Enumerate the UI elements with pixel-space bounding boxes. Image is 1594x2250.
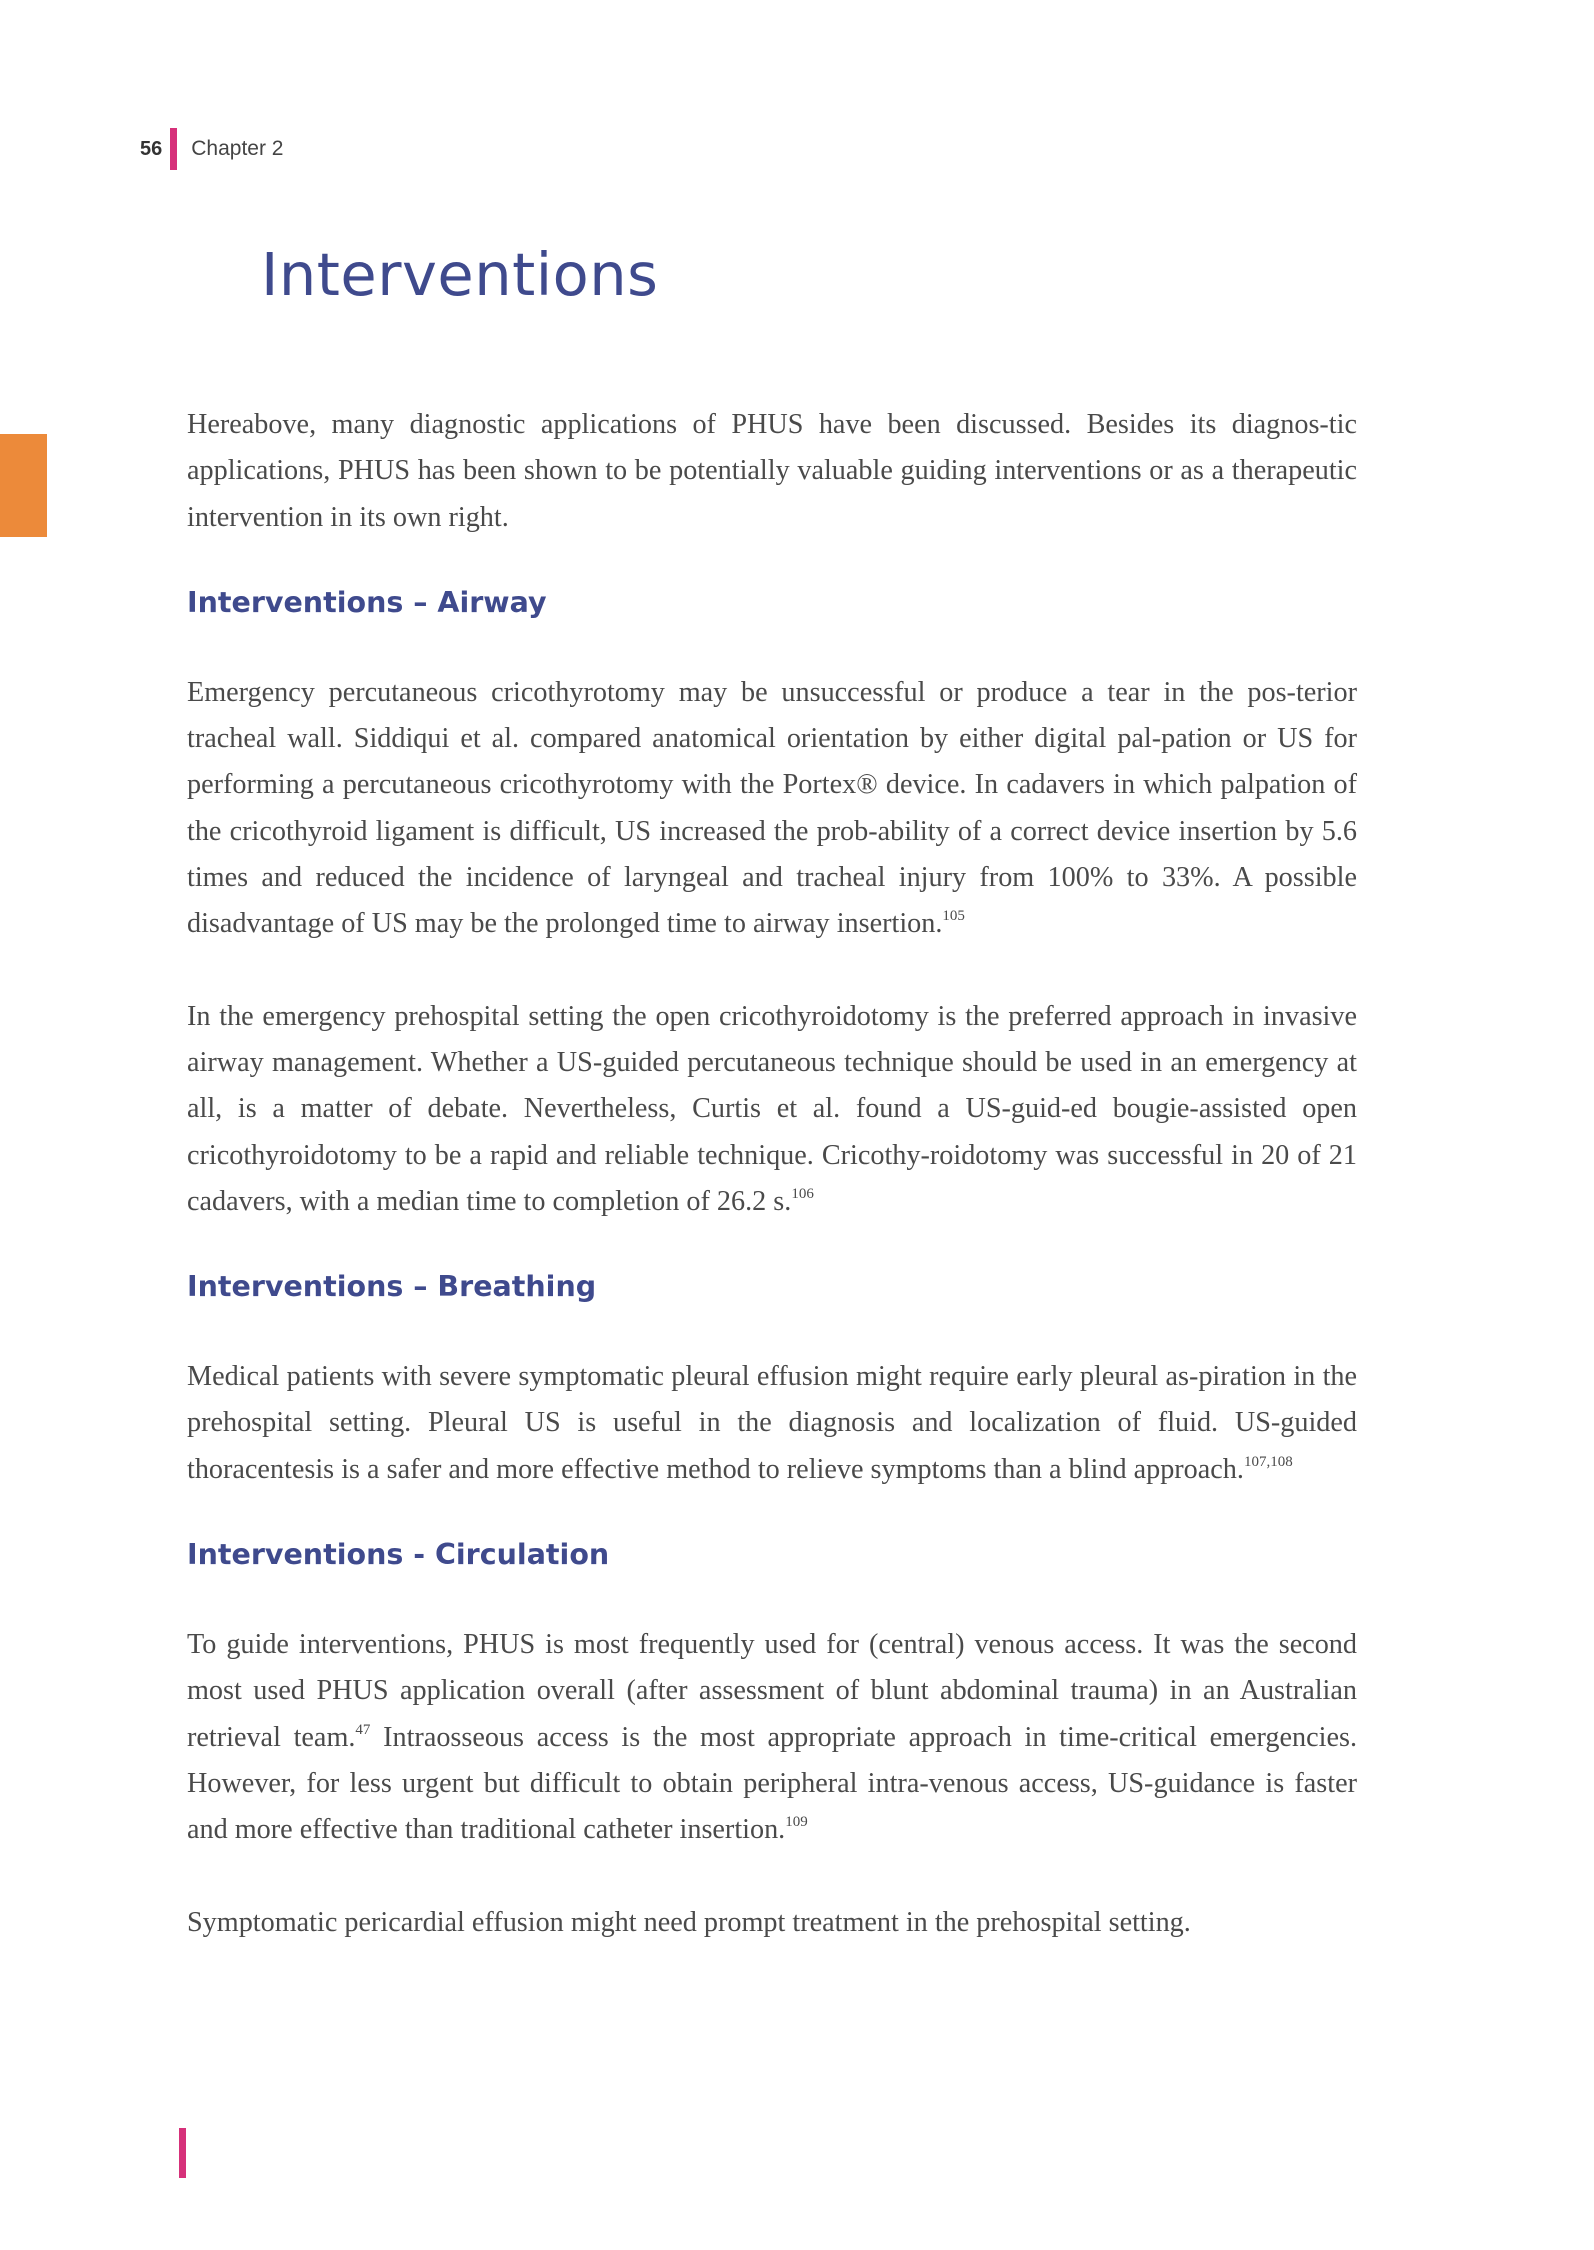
reference-marker: 47 [355, 1721, 371, 1738]
footer-accent-bar [179, 2128, 186, 2178]
circulation-paragraph-1: To guide interventions, PHUS is most frequently used for (central) venous access. It was the second most used PHUS application overall (after assessment of blunt abdominal trauma) in an Australian retrieval team.$^{47}$ Intraosseous access is the most appropriate approach in time-critical emergencies. However, for less urgent but difficult to obtain peripheral intra-venous access, US-guidance is faster and more effective than traditional catheter insertion.$^{109}$ [187, 1629, 1357, 1846]
body-content [187, 402, 1357, 1946]
chapter-label: Chapter 2 [191, 137, 284, 160]
header-accent-bar [170, 128, 177, 170]
chapter-thumb-tab [0, 434, 47, 537]
reference-marker: 105 [942, 908, 965, 925]
running-header [140, 128, 283, 170]
airway-heading: Interventions – Airway [187, 585, 547, 619]
breathing-paragraph-1: Medical patients with severe symptomatic pleural effusion might require early pleural as-piration in the prehospital setting. Pleural US is useful in the diagnosis and localization of fluid. US-guided thoracentesis is a safer and more effective method to relieve symptoms than a blind approach.$^{107,108}$ [187, 1361, 1357, 1485]
reference-marker: 106 [791, 1185, 814, 1202]
intro-paragraph: Hereabove, many diagnostic applications of PHUS have been discussed. Besides its diagnos-tic applications, PHUS has been shown to be potentially valuable guiding interventions or as a therapeutic intervention in its own right. [187, 409, 1357, 533]
airway-paragraph-1: Emergency percutaneous cricothyrotomy may be unsuccessful or produce a tear in the pos-terior tracheal wall. Siddiqui et al. compared anatomical orientation by either digital pal-pation or US for performing a percutaneous cricothyrotomy with the Portex® device. In cadavers in which palpation of the cricothyroid ligament is difficult, US increased the prob-ability of a correct device insertion by 5.6 times and reduced the incidence of laryngeal and tracheal injury from 100% to 33%. A possible disadvantage of US may be the prolonged time to airway insertion.$^{105}$ [187, 676, 1357, 940]
reference-marker: 109 [785, 1814, 808, 1831]
circulation-heading: Interventions - Circulation [187, 1538, 610, 1572]
reference-marker: 107,108 [1243, 1453, 1293, 1470]
breathing-heading: Interventions – Breathing [187, 1270, 597, 1304]
section-title: Interventions [261, 240, 659, 309]
page-number: 56 [140, 137, 163, 160]
airway-paragraph-2: In the emergency prehospital setting the open cricothyroidotomy is the preferred approach in invasive airway management. Whether a US-guided percutaneous technique should be used in an emergency at all, is a matter of debate. Nevertheless, Curtis et al. found a US-guid-ed bougie-assisted open cricothyroidotomy to be a rapid and reliable technique. Cricothy-roidotomy was successful in 20 of 21 cadavers, with a median time to completion of 26.2 s.$^{106}$ [187, 1000, 1357, 1217]
circulation-paragraph-2: Symptomatic pericardial effusion might need prompt treatment in the prehospital setting. [187, 1906, 1191, 1938]
